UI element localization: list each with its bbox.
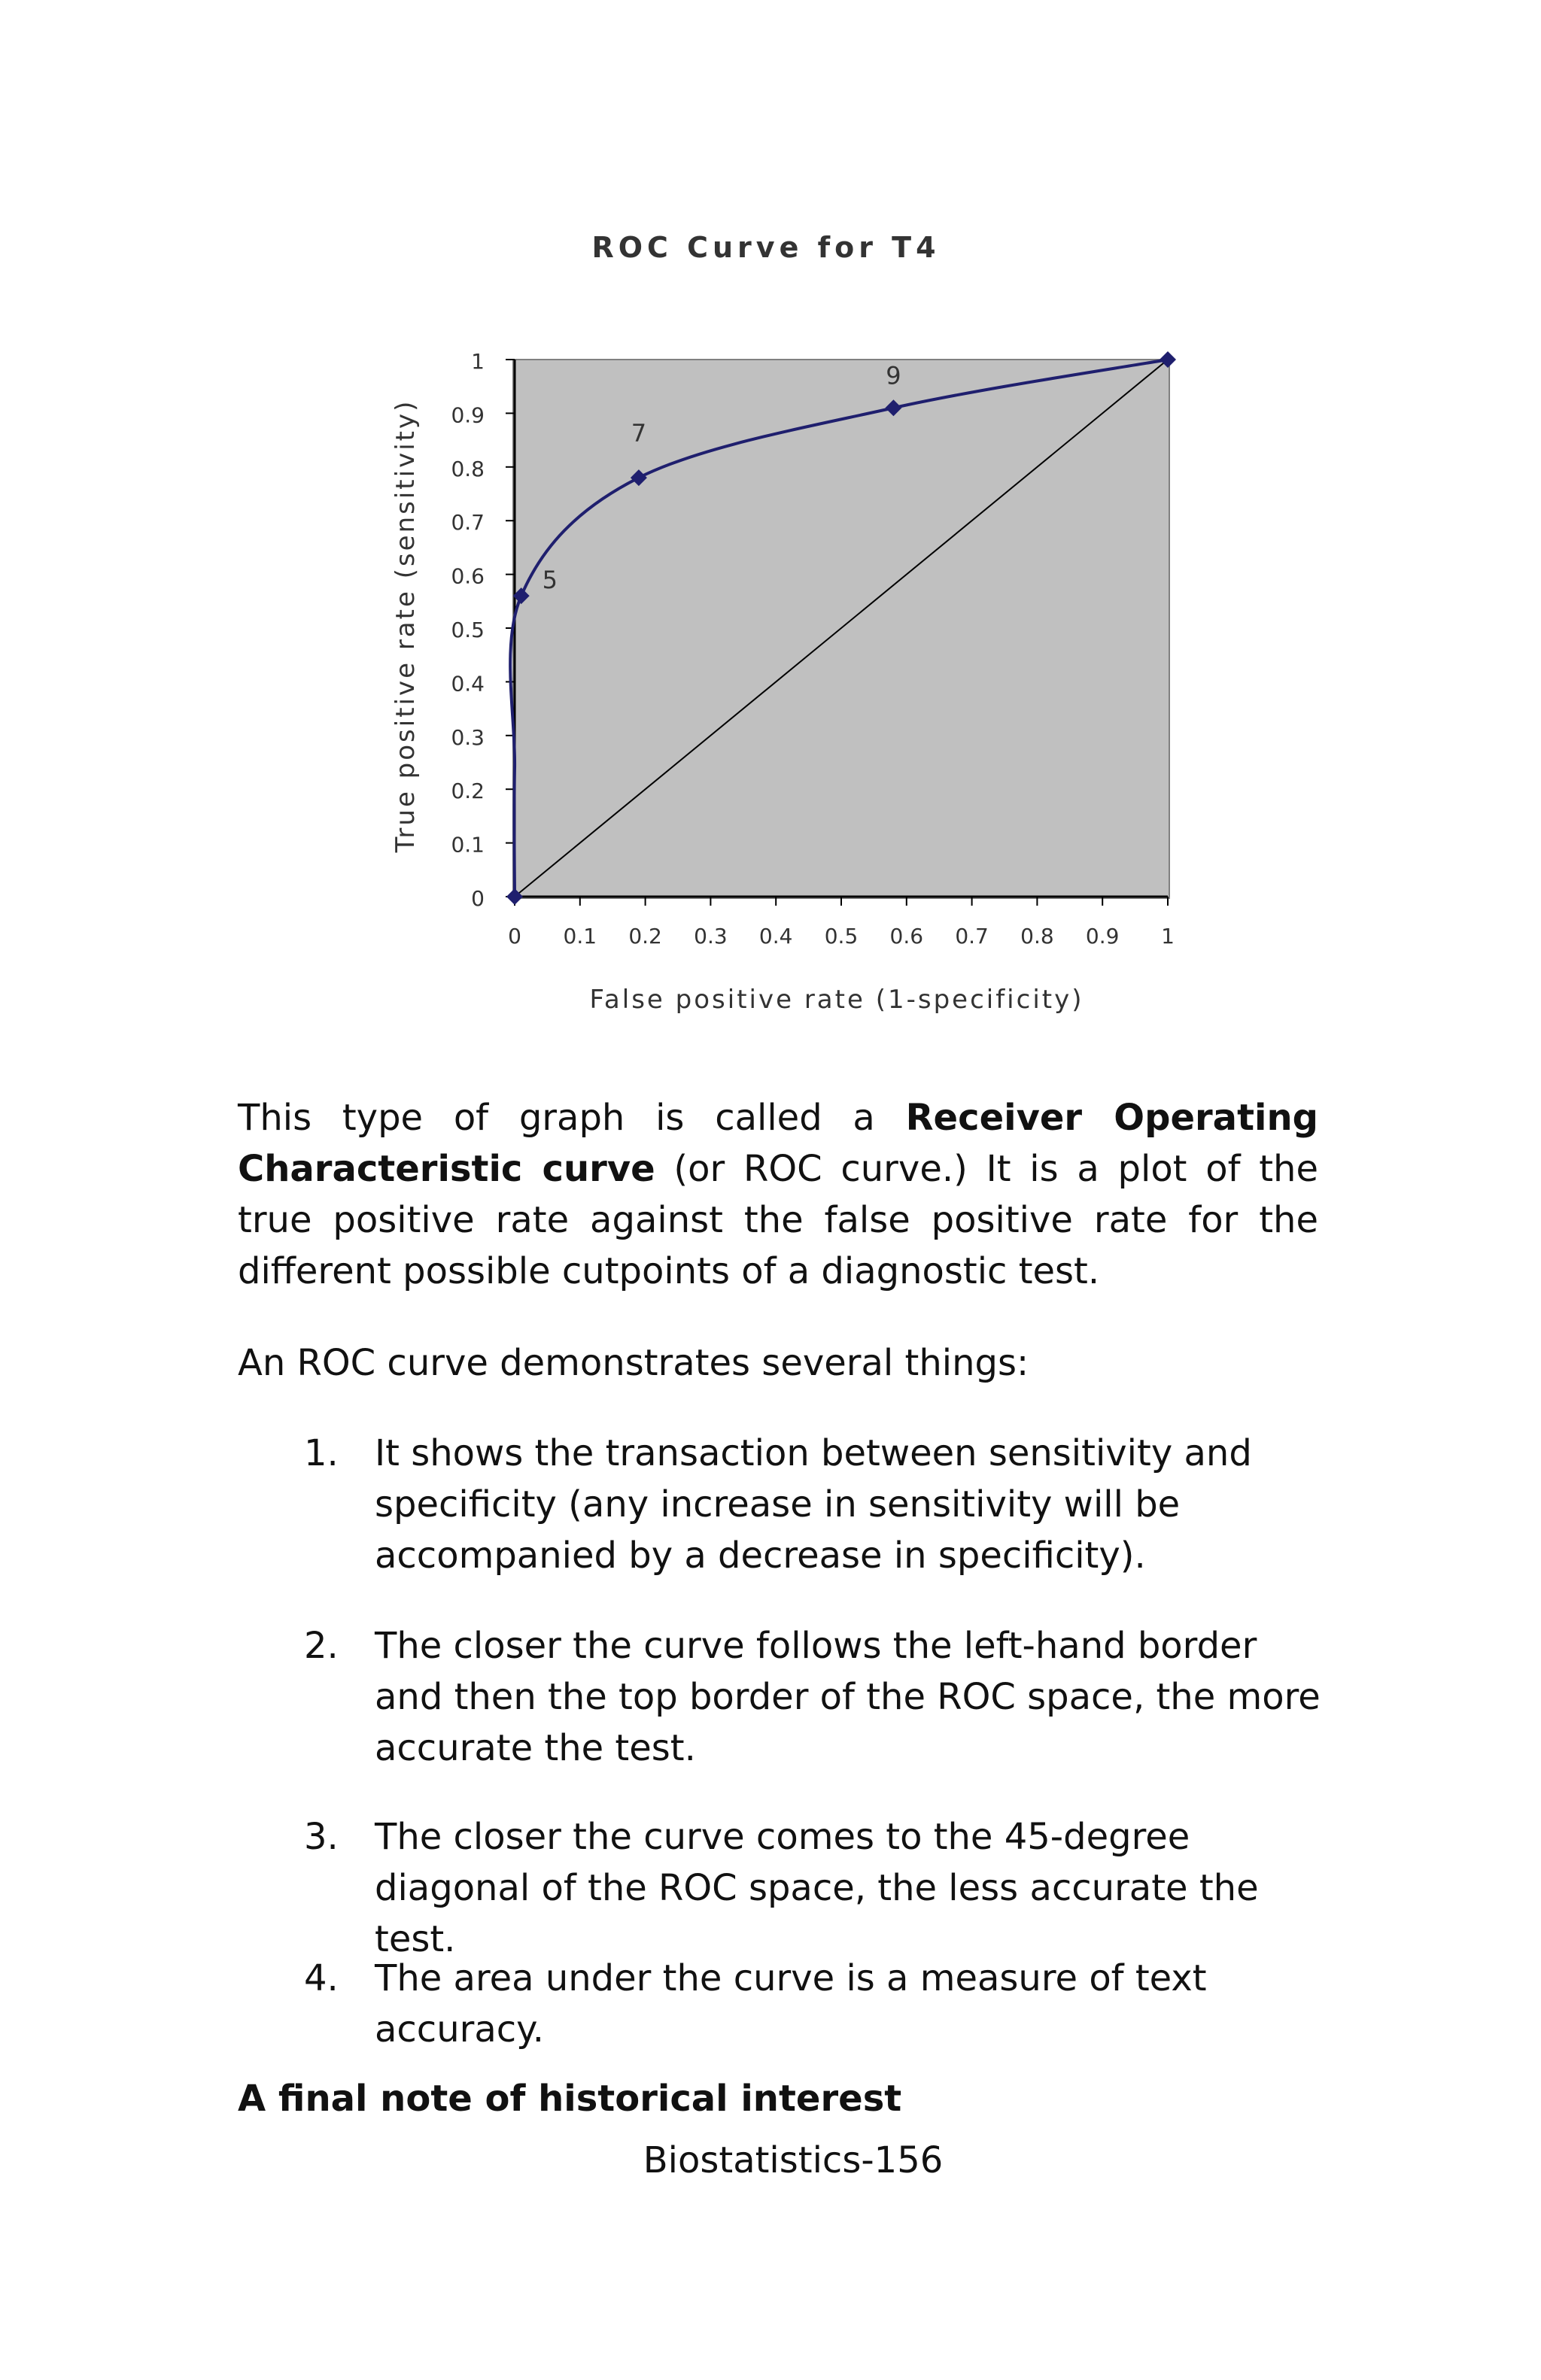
y-tick-label: 0.6 <box>451 563 485 589</box>
y-tick-label: 0.2 <box>451 779 485 804</box>
x-tick-label: 0.8 <box>1020 924 1054 949</box>
x-tick-label: 0.9 <box>1085 924 1120 949</box>
list-text: The closer the curve comes to the 45-degree diagonal of the ROC space, the less accurate the test. <box>375 1816 1259 1960</box>
y-tick-label: 0.1 <box>451 832 485 858</box>
roc-point-label: 7 <box>631 419 647 448</box>
y-tick-label: 0.9 <box>451 402 485 428</box>
intro-text-2: (or ROC curve.) It is a plot of the true positive rate against the false positive rate for the different possible cutpoints of a diagnostic test. <box>238 1148 1319 1292</box>
x-tick-label: 0.6 <box>889 924 924 949</box>
list-text: The closer the curve follows the left-hand border and then the top border of the ROC space, the more accurate the test. <box>375 1625 1321 1769</box>
list-number: 4. <box>304 1957 339 1999</box>
intro-term: Receiver Operating Characteristic curve <box>238 1097 1319 1190</box>
y-tick-label: 0.8 <box>451 456 485 481</box>
y-axis-label: True positive rate (sensitivity) <box>391 399 421 853</box>
roc-point-label: 9 <box>886 361 901 390</box>
x-tick-label: 0.3 <box>694 924 728 949</box>
x-tick-label: 0.7 <box>955 924 989 949</box>
y-tick-label: 0.4 <box>451 671 485 697</box>
x-tick-label: 1 <box>1161 924 1175 949</box>
chart-title: ROC Curve for T4 <box>591 231 941 264</box>
intro-paragraph <box>238 1092 1318 1297</box>
x-tick-label: 0.1 <box>563 924 597 949</box>
list-number: 2. <box>304 1625 339 1667</box>
lead-paragraph: An ROC curve demonstrates several things: <box>238 1342 1029 1384</box>
x-tick-label: 0.2 <box>628 924 662 949</box>
x-tick-label: 0.5 <box>824 924 859 949</box>
x-tick-label: 0 <box>508 924 521 949</box>
y-tick-label: 0.7 <box>451 510 485 536</box>
list-number: 3. <box>304 1816 339 1858</box>
y-tick-label: 0.3 <box>451 724 485 750</box>
y-tick-label: 0.5 <box>451 618 485 642</box>
roc-point-label: 5 <box>542 566 558 595</box>
roc-chart <box>0 0 1541 1053</box>
y-tick-label: 1 <box>471 349 485 374</box>
list-text: It shows the transaction between sensitivity and specificity (any increase in sensitivity will be accompanied by a decrease in specificity). <box>375 1432 1252 1577</box>
y-tick-label: 0 <box>471 886 485 911</box>
page-footer: Biostatistics-156 <box>643 2139 944 2181</box>
x-axis-label: False positive rate (1-specificity) <box>589 985 1084 1015</box>
x-tick-label: 0.4 <box>758 924 793 949</box>
intro-text-1: This type of graph is called a <box>238 1097 906 1139</box>
list-text: The area under the curve is a measure of text accuracy. <box>375 1957 1207 2051</box>
section-heading: A final note of historical interest <box>238 2078 902 2120</box>
list-number: 1. <box>304 1432 339 1474</box>
